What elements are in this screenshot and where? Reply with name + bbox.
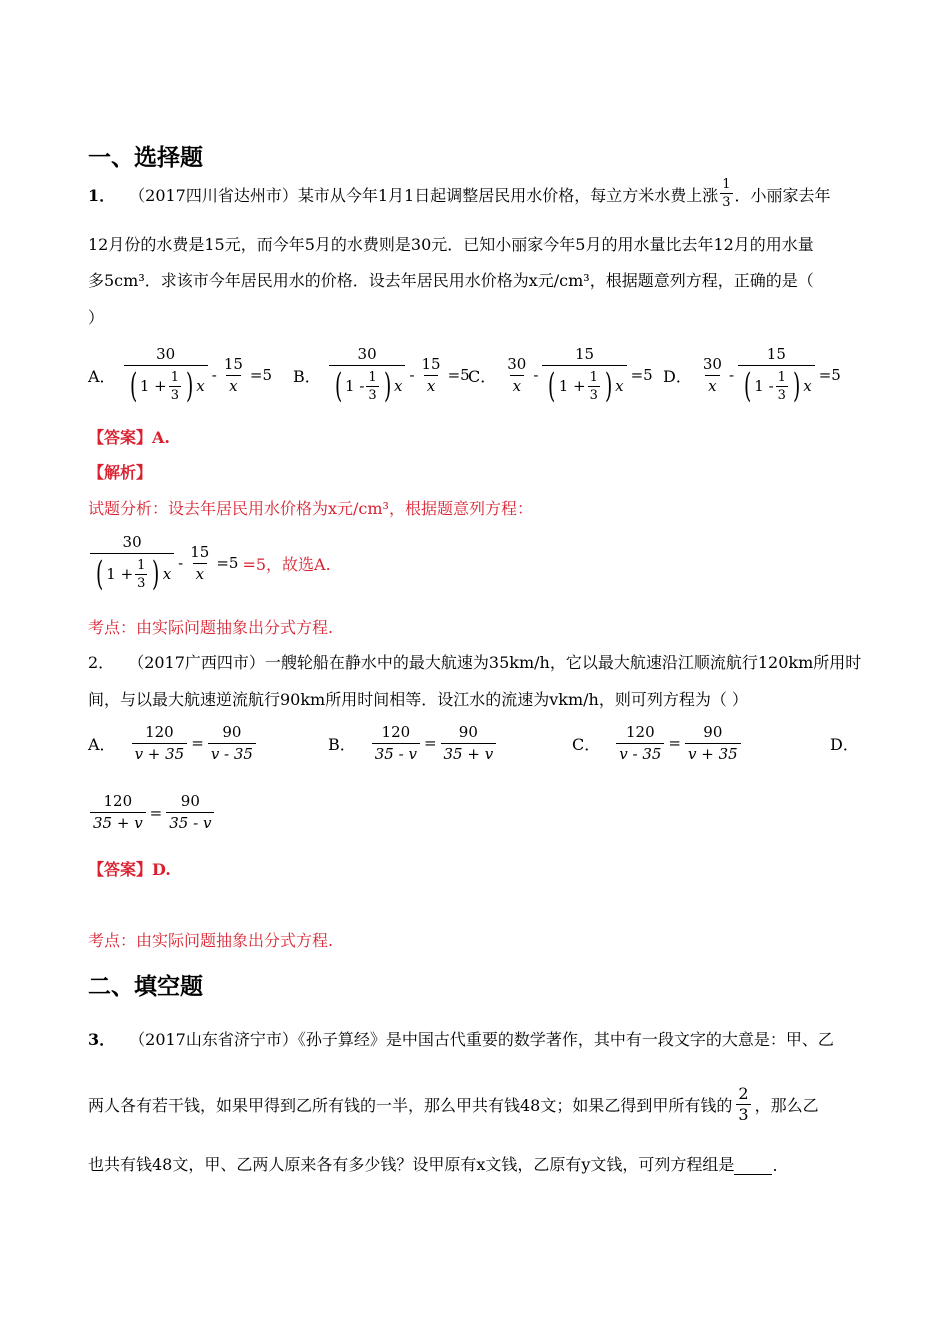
section-title-fill: 二、填空题 [88, 974, 203, 1000]
q1-opt-2-numerator-1: 30 [507, 354, 527, 373]
q2-opt-1-equals: = [423, 734, 437, 752]
q1-opt-0-left-paren: ( [129, 366, 137, 406]
q1-opt-1-three: 3 [368, 387, 377, 403]
q2-opt-3-fraction-2 [166, 794, 214, 831]
q1-opt-2-x-var: x [512, 376, 522, 395]
q1-opt-3-expression [698, 345, 843, 406]
q1-sol-operator: - [178, 554, 184, 572]
q2-opt-2-fraction-1 [616, 722, 664, 763]
q2-opt-0-denominator-1: v + 35 [132, 743, 188, 762]
q2-opt-2-expression [614, 722, 742, 763]
q1-opt-2-denominator-1 [510, 375, 524, 394]
q1-opt-0-one-third [169, 371, 181, 402]
q1-line1 [88, 177, 831, 210]
q2-opt-3-expression [88, 794, 216, 831]
q1-sol-rhs: =5 [216, 554, 239, 572]
q1-opt-1-paren-group [332, 366, 394, 406]
q1-option-label: C． [468, 366, 497, 386]
q1-opt-0-rhs: =5 [249, 366, 273, 384]
q1-option-label: B． [293, 366, 321, 386]
q1-opt-2-numerator-2: 15 [574, 345, 595, 363]
q1-opt-3-right-paren: ) [792, 366, 801, 406]
q1-opt-1-numerator-1: 30 [357, 345, 377, 363]
q1-opt-2-paren-group [545, 366, 615, 406]
q1-opt-0-numerator-2: 15 [223, 354, 243, 373]
q1-opt-3-one-third [776, 371, 788, 402]
q3-line2 [88, 1086, 819, 1123]
q1-opt-3-inner-op: 1 - [754, 376, 774, 395]
q2-opt-0-equals: = [191, 734, 204, 752]
q2-opt-0-numerator-1: 120 [145, 722, 174, 741]
q1-sol-fraction-second [187, 542, 212, 583]
q1-opt-1-x-var: x [393, 376, 403, 395]
q2-opt-3-numerator-2: 90 [180, 792, 200, 810]
q1-opt-0-inner-op: 1 + [139, 376, 167, 395]
q1-opt-3-fraction-second [738, 345, 815, 406]
q2-opt-1-fraction-1 [372, 722, 420, 763]
q1-answer: 【答案】A. [88, 428, 170, 447]
q1-opt-3-operator: - [728, 366, 735, 384]
q2-opt-3-denominator-1: 35 + v [90, 812, 146, 831]
q2-opt-0-expression [130, 722, 258, 763]
q1-kaodian: 考点：由实际问题抽象出分式方程. [88, 618, 334, 637]
q1-opt-3-fraction-main [700, 354, 725, 395]
q1-opt-0-one: 1 [170, 369, 179, 385]
q2-opt-2-numerator-2: 90 [703, 722, 723, 741]
q1-opt-0-expression [122, 345, 274, 406]
q1-opt-3-x-var: x [708, 376, 717, 395]
q2-options [88, 720, 868, 850]
q2-opt-0-fraction-1 [132, 722, 188, 763]
q1-opt-2-three: 3 [589, 387, 598, 403]
q1-line3: 多5cm³．求该市今年居民用水的价格．设去年居民用水价格为x元/cm³，根据题意列方程，正确的是（ [88, 271, 814, 290]
q2-opt-2-denominator-1: v - 35 [616, 743, 664, 762]
q1-opt-1-right-paren: ) [383, 366, 391, 406]
q1-opt-1-inner-op: 1 - [345, 376, 365, 395]
q1-opt-2-one: 1 [589, 369, 598, 385]
q1-sol-right-paren: ) [152, 554, 160, 594]
q2-opt-1-denominator-2: 35 + v [441, 743, 497, 762]
q3-fraction-two-thirds: $\frac{2}{3}$ [738, 1084, 749, 1124]
q1-sol-three: 3 [137, 575, 146, 591]
q1-opt-2-fraction-second [542, 345, 626, 406]
q1-opt-0-three: 3 [170, 387, 179, 403]
q2-opt-0-numerator-2: 90 [222, 722, 242, 741]
q2-opt-1-denominator-1: 35 - v [372, 743, 420, 762]
q1-line2: 12月份的水费是15元，而今年5月的水费则是30元．已知小丽家今年5月的用水量比去年12月的用水量 [88, 235, 814, 254]
q1-line4: ） [88, 308, 105, 327]
q2-answer: 【答案】D. [88, 860, 171, 879]
q2-opt-1-numerator-2: 90 [458, 722, 478, 741]
q1-opt-1-left-paren: ( [334, 366, 343, 406]
q1-opt-2-left-paren: ( [548, 366, 556, 406]
q1-option-label: A． [88, 366, 116, 386]
q1-opt-1-numerator-2: 15 [421, 354, 441, 373]
q1-option-c[interactable] [468, 340, 655, 410]
q1-sol-x-var-2: x [195, 564, 205, 583]
q1-text-1a: （2017四川省达州市）某市从今年1月1日起调整居民用水价格，每立方米水费上涨 [129, 186, 719, 205]
q1-sol-denominator-2 [193, 563, 207, 582]
q3-text-3: 也共有钱48文，甲、乙两人原来各有多少钱？设甲原有x文钱，乙原有y文钱，可列方程组是 [88, 1155, 735, 1174]
q1-opt-1-x-var-2: x [426, 376, 436, 395]
q1-opt-2-inner-op: 1 + [558, 376, 586, 395]
q1-sol-inner-op: 1 + [106, 564, 134, 583]
q1-opt-2-one-third [588, 371, 600, 402]
q1-opt-0-operator: - [211, 366, 217, 384]
q1-analysis-label: 【解析】 [88, 463, 153, 482]
q1-opt-0-denominator-2 [226, 375, 240, 394]
q1-opt-3-one: 1 [777, 369, 786, 385]
q1-opt-1-one: 1 [368, 369, 377, 385]
q2-opt-2-numerator-1: 120 [626, 722, 655, 741]
q1-opt-3-rhs: =5 [818, 366, 841, 384]
q2-option-label: C． [572, 734, 601, 754]
q1-sol-paren-group [93, 554, 163, 594]
q1-sol-denominator-1 [90, 553, 174, 594]
q2-opt-0-denominator-2: v - 35 [208, 743, 256, 762]
q2-opt-2-denominator-2: v + 35 [685, 743, 741, 762]
q1-opt-1-denominator-1 [329, 365, 406, 406]
q2-option-b[interactable] [328, 720, 498, 766]
q1-sol-numerator-2: 15 [190, 542, 210, 561]
q2-opt-3-equals: = [149, 803, 163, 822]
q1-opt-3-numerator-1: 30 [702, 354, 722, 373]
q3-text-3-end: . [772, 1156, 778, 1175]
q1-option-d[interactable] [663, 340, 843, 410]
q1-opt-3-denominator-2 [738, 365, 815, 406]
q2-line1 [88, 650, 861, 673]
q1-solution [88, 528, 331, 598]
q1-opt-1-fraction-second [419, 354, 444, 395]
q1-opt-2-x-var-2: x [615, 376, 624, 395]
q1-opt-3-left-paren: ( [744, 366, 752, 406]
q1-fraction-one-third: $\frac{1}{3}$ [722, 177, 731, 210]
q3-text-2b: ，那么乙 [754, 1096, 819, 1115]
q2-opt-3-numerator-1: 120 [103, 792, 133, 810]
q1-opt-1-operator: - [409, 366, 415, 384]
q2-opt-0-fraction-2 [208, 722, 256, 763]
q1-opt-0-fraction-main [124, 345, 208, 406]
q2-text-1: （2017广西四市）一艘轮船在静水中的最大航速为35km/h，它以最大航速沿江顺流航行120km所用时 [128, 653, 862, 672]
q1-opt-1-one-third [366, 371, 378, 402]
answer-blank[interactable] [734, 1160, 772, 1175]
q2-option-label: D． [830, 734, 859, 754]
q1-opt-3-paren-group [741, 366, 803, 406]
q1-sol-numerator-1: 30 [122, 533, 142, 551]
q1-opt-2-fraction-main [504, 354, 529, 395]
q1-sol-x-var: x [162, 564, 172, 583]
q1-opt-0-numerator-1: 30 [156, 345, 176, 363]
q1-opt-0-paren-group [127, 366, 197, 406]
q1-opt-2-right-paren: ) [604, 366, 613, 406]
q2-line2: 间，与以最大航速逆流航行90km所用时间相等．设江水的流速为vkm/h，则可列方程为（ ） [88, 690, 748, 709]
q1-option-b[interactable] [293, 340, 472, 410]
q2-kaodian: 考点：由实际问题抽象出分式方程. [88, 931, 334, 950]
q1-opt-1-expression [327, 345, 472, 406]
q1-solution-tail: =5，故选A. [242, 554, 331, 574]
q1-opt-0-fraction-second [221, 354, 246, 395]
q2-option-c[interactable] [572, 720, 743, 766]
q3-text-2a: 两人各有若干钱，如果甲得到乙所有钱的一半，那么甲共有钱48文；如果乙得到甲所有钱的 [88, 1096, 733, 1115]
q1-opt-1-fraction-main [329, 345, 406, 406]
q2-option-label: B． [328, 734, 356, 754]
q1-opt-2-operator: - [533, 366, 539, 384]
q1-opt-0-right-paren: ) [185, 366, 194, 406]
q1-opt-3-x-var-2: x [803, 376, 812, 395]
q1-opt-3-denominator-1 [705, 375, 719, 394]
q1-option-label: D． [663, 366, 692, 386]
q1-text-1b: ．小丽家去年 [734, 186, 831, 205]
q3-text-1: （2017山东省济宁市）《孙子算经》是中国古代重要的数学著作，其中有一段文字的大意是：甲、乙 [129, 1030, 834, 1049]
q1-opt-3-three: 3 [777, 387, 786, 403]
q1-sol-left-paren: ( [95, 554, 104, 594]
q1-opt-0-x-var: x [196, 376, 205, 395]
q3-line3 [88, 1152, 778, 1175]
q2-opt-1-expression [370, 722, 498, 763]
q1-opt-1-denominator-2 [424, 375, 438, 394]
q1-opt-1-rhs: =5 [447, 366, 470, 384]
q2-opt-1-numerator-1: 120 [381, 722, 411, 741]
q1-opt-2-rhs: =5 [630, 366, 653, 384]
q2-number: 2． [88, 653, 115, 672]
q1-sol-expression [88, 533, 240, 594]
q1-options [88, 340, 848, 410]
q2-opt-2-equals: = [668, 734, 681, 752]
q1-opt-0-x-var-2: x [229, 376, 238, 395]
q1-sol-one: 1 [137, 557, 146, 573]
q2-opt-3-fraction-1 [90, 794, 146, 831]
section-title-choice: 一、选择题 [88, 145, 203, 171]
q2-opt-2-fraction-2 [685, 722, 741, 763]
q1-analysis-text: 试题分析：设去年居民用水价格为x元/cm³，根据题意列方程： [88, 499, 533, 518]
q1-sol-one-third [135, 559, 147, 590]
q1-number: 1． [88, 186, 116, 205]
q3-number: 3． [88, 1030, 116, 1049]
q2-opt-3-denominator-2: 35 - v [166, 812, 214, 831]
q2-option-a[interactable] [88, 720, 258, 766]
q1-opt-3-numerator-2: 15 [766, 345, 786, 363]
q3-line1 [88, 1027, 834, 1050]
q2-opt-1-fraction-2 [441, 722, 497, 763]
q1-opt-2-denominator-2 [542, 365, 626, 406]
q2-option-label: A． [88, 734, 116, 754]
q1-opt-2-expression [502, 345, 654, 406]
q1-option-a[interactable] [88, 340, 274, 410]
q1-sol-fraction-main [90, 533, 174, 594]
q1-opt-0-denominator-1 [124, 365, 208, 406]
